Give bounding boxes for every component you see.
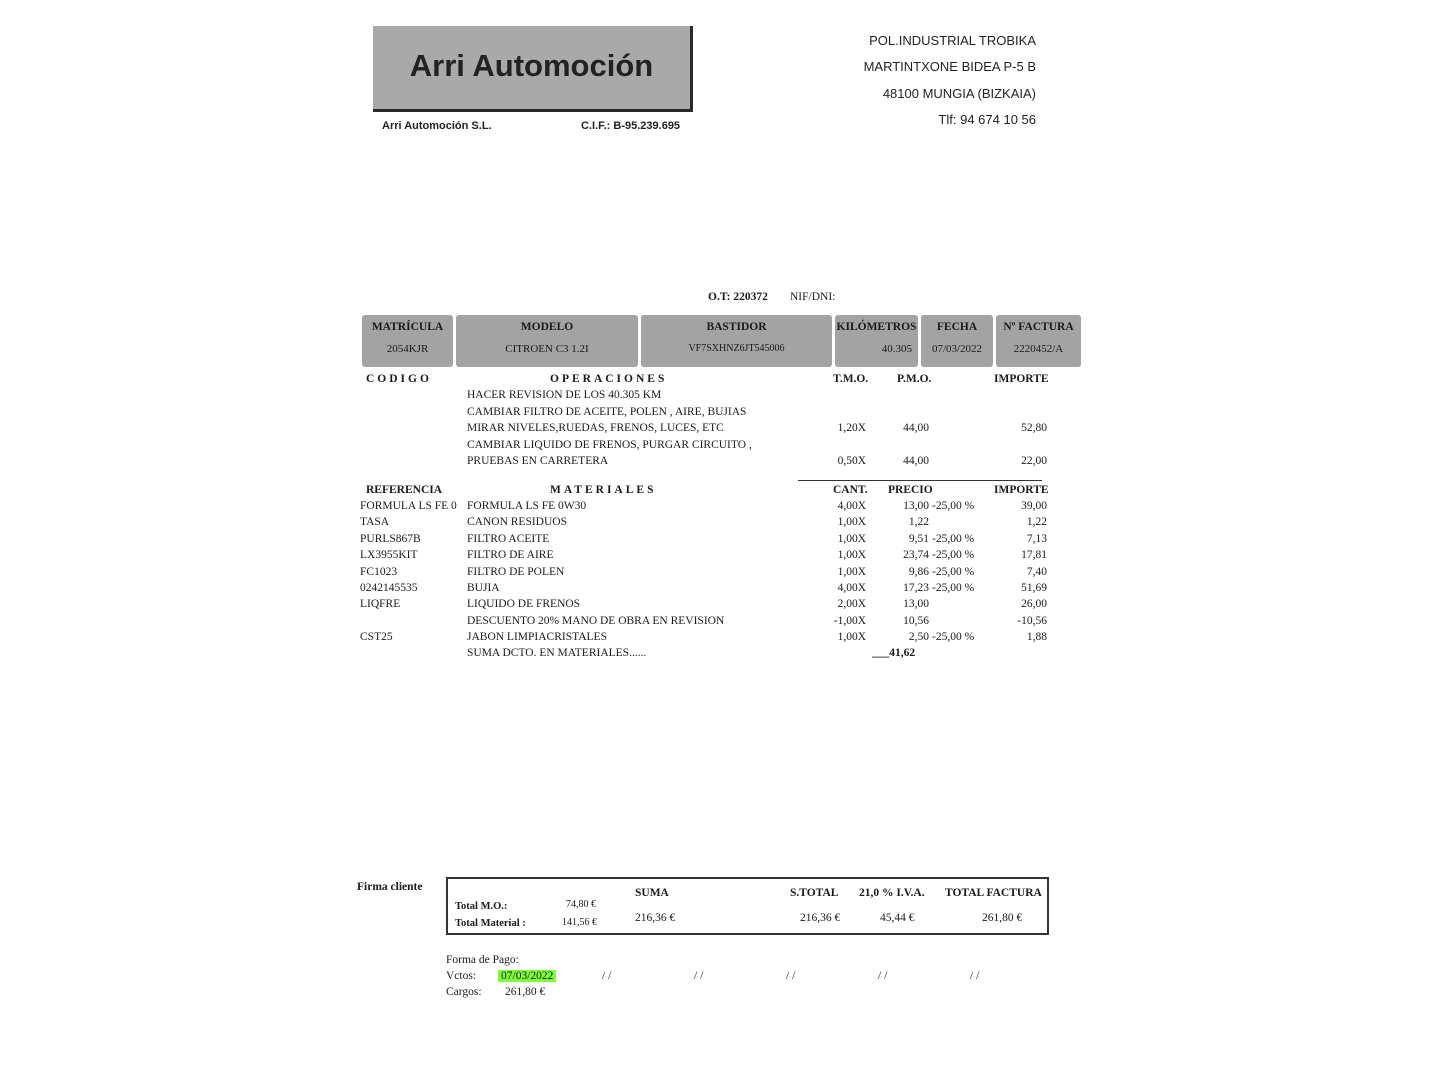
ot-number: O.T: 220372	[708, 291, 768, 303]
firma-cliente-label: Firma cliente	[357, 881, 423, 893]
logo-text: Arri Automoción	[409, 48, 654, 83]
total-material-value: 141,56 €	[562, 917, 597, 928]
col-precio: PRECIO	[888, 484, 933, 496]
address-line-3: 48100 MUNGIA (BIZKAIA)	[882, 86, 1036, 101]
header-bastidor	[641, 315, 832, 367]
operation-pmo: 44,00	[903, 455, 929, 467]
header-label: KILÓMETROS	[836, 321, 917, 333]
col-importe-mat: IMPORTE	[994, 484, 1049, 496]
material-discount: -25,00 %	[932, 532, 975, 545]
material-precio: 1,22	[908, 516, 929, 529]
col-materiales: MATERIALES	[550, 484, 657, 496]
material-cant: 4,00X	[837, 582, 866, 594]
company-logo	[373, 26, 693, 112]
header-value: CITROEN C3 1.2I	[505, 343, 589, 355]
header-label: BASTIDOR	[706, 321, 767, 333]
operation-pmo: 44,00	[903, 422, 929, 434]
address-line-1: POL.INDUSTRIAL TROBIKA	[869, 33, 1036, 48]
material-precio: 9,51	[908, 532, 929, 545]
material-desc: LIQUIDO DE FRENOS	[467, 598, 581, 611]
cargos-label: Cargos:	[446, 986, 482, 998]
total-factura-value: 261,80 €	[982, 912, 1023, 924]
material-precio: 2,50	[908, 631, 929, 644]
col-referencia: REFERENCIA	[366, 484, 443, 496]
material-cant: 1,00X	[837, 631, 866, 644]
header-factura	[996, 315, 1081, 367]
material-importe: 1,22	[1026, 516, 1047, 529]
header-label: FECHA	[936, 321, 978, 333]
header-value: 07/03/2022	[931, 343, 983, 355]
totals-box	[446, 877, 1049, 935]
operation-importe: 22,00	[1021, 455, 1047, 467]
material-desc: FILTRO DE POLEN	[467, 565, 565, 578]
material-desc: FILTRO DE AIRE	[467, 549, 554, 562]
header-value: 2220452/A	[1013, 343, 1064, 355]
company-cif: C.I.F.: B-95.239.695	[581, 120, 681, 132]
material-desc: BUJIA	[467, 582, 500, 594]
header-label: Nº FACTURA	[1003, 321, 1074, 333]
material-cant: 1,00X	[837, 516, 866, 529]
material-precio: 23,74	[903, 549, 929, 562]
material-cant: 4,00X	[837, 500, 866, 512]
phone-line: Tlf: 94 674 10 56	[938, 112, 1036, 127]
address-line-2: MARTINTXONE BIDEA P-5 B	[863, 59, 1036, 74]
material-importe: 51,69	[1021, 582, 1047, 594]
suma-value: 216,36 €	[635, 912, 676, 924]
col-operaciones: OPERACIONES	[550, 373, 668, 385]
header-value: 40.305	[881, 343, 912, 355]
forma-pago-label: Forma de Pago:	[446, 954, 519, 966]
total-factura-label: TOTAL FACTURA	[945, 887, 1042, 899]
material-discount: -25,00 %	[932, 565, 975, 578]
vctos-label: Vctos:	[446, 970, 477, 982]
material-importe: 26,00	[1021, 598, 1047, 611]
stotal-value: 216,36 €	[800, 912, 841, 924]
material-ref: FC1023	[360, 565, 398, 578]
stotal-label: S.TOTAL	[790, 887, 839, 899]
material-ref: FORMULA LS FE 0	[360, 500, 457, 512]
iva-value: 45,44 €	[880, 912, 915, 924]
total-mo-label: Total M.O.:	[455, 901, 508, 912]
material-importe: 1,88	[1026, 631, 1047, 644]
material-importe: -10,56	[1017, 614, 1047, 627]
vcto-empty-2: / /	[694, 970, 704, 982]
material-desc: DESCUENTO 20% MANO DE OBRA EN REVISION	[467, 614, 725, 627]
material-discount: -25,00 %	[932, 500, 975, 512]
material-importe: 7,13	[1026, 532, 1047, 545]
sum-discount-label: SUMA DCTO. EN MATERIALES......	[467, 647, 647, 659]
separator-line	[798, 480, 1042, 481]
operation-text: HACER REVISION DE LOS 40.305 KM	[467, 389, 662, 401]
material-precio: 17,23	[903, 582, 929, 594]
material-discount: -25,00 %	[932, 631, 975, 644]
vcto-date	[498, 970, 556, 982]
material-precio: 10,56	[903, 614, 929, 627]
cargos-value: 261,80 €	[505, 986, 546, 998]
material-ref: TASA	[360, 516, 390, 529]
material-desc: FORMULA LS FE 0W30	[467, 500, 587, 512]
col-codigo: CODIGO	[366, 373, 432, 385]
material-cant: 1,00X	[837, 532, 866, 545]
material-ref: 0242145535	[360, 582, 418, 594]
vcto-empty-4: / /	[878, 970, 888, 982]
material-desc: JABON LIMPIACRISTALES	[467, 631, 607, 644]
material-discount: -25,00 %	[932, 582, 975, 594]
header-kilometros	[835, 315, 918, 367]
material-importe: 17,81	[1021, 549, 1047, 562]
vcto-empty-1: / /	[602, 970, 612, 982]
material-precio: 13,00	[903, 500, 929, 512]
vcto-date-highlight: 07/03/2022	[498, 970, 556, 982]
suma-label: SUMA	[635, 887, 669, 899]
operation-tmo: 0,50X	[837, 455, 866, 467]
col-pmo: P.M.O.	[897, 373, 932, 385]
material-ref: CST25	[360, 631, 393, 644]
vcto-empty-3: / /	[786, 970, 796, 982]
header-value: 2054KJR	[386, 343, 429, 355]
material-cant: -1,00X	[833, 614, 866, 627]
material-desc: CANON RESIDUOS	[467, 516, 567, 529]
operation-importe: 52,80	[1021, 422, 1047, 434]
total-mo-value: 74,80 €	[566, 899, 596, 910]
material-importe: 39,00	[1021, 500, 1047, 512]
header-modelo	[456, 315, 638, 367]
header-label: MODELO	[520, 321, 574, 333]
material-cant: 2,00X	[837, 598, 866, 611]
material-desc: FILTRO ACEITE	[467, 532, 550, 545]
material-ref: LX3955KIT	[360, 549, 418, 562]
material-importe: 7,40	[1026, 565, 1047, 578]
total-material-label: Total Material :	[455, 918, 526, 929]
col-cant: CANT.	[833, 484, 868, 496]
operation-text: PRUEBAS EN CARRETERA	[467, 455, 609, 467]
company-legal-name: Arri Automoción S.L.	[382, 120, 492, 132]
material-precio: 13,00	[903, 598, 929, 611]
material-ref: LIQFRE	[360, 598, 401, 611]
header-fecha	[921, 315, 993, 367]
nif-label: NIF/DNI:	[790, 291, 836, 303]
iva-label: 21,0 % I.V.A.	[859, 887, 925, 899]
operation-tmo: 1,20X	[837, 422, 866, 434]
vcto-empty-5: / /	[970, 970, 980, 982]
header-matricula	[362, 315, 453, 367]
header-value: VF7SXHNZ6JT545006	[688, 343, 785, 354]
material-discount: -25,00 %	[932, 549, 975, 562]
col-importe-ops: IMPORTE	[994, 373, 1049, 385]
sum-discount-value: ___41,62	[872, 647, 916, 659]
material-cant: 1,00X	[837, 565, 866, 578]
operation-text: CAMBIAR FILTRO DE ACEITE, POLEN , AIRE, BUJIAS	[467, 405, 747, 418]
material-precio: 9,86	[908, 565, 929, 578]
material-cant: 1,00X	[837, 549, 866, 562]
material-ref: PURLS867B	[360, 532, 421, 545]
operation-text: CAMBIAR LIQUIDO DE FRENOS, PURGAR CIRCUITO ,	[467, 438, 752, 451]
header-label: MATRÍCULA	[371, 321, 444, 333]
col-tmo: T.M.O.	[833, 373, 869, 385]
operation-text: MIRAR NIVELES,RUEDAS, FRENOS, LUCES, ETC	[467, 422, 724, 434]
